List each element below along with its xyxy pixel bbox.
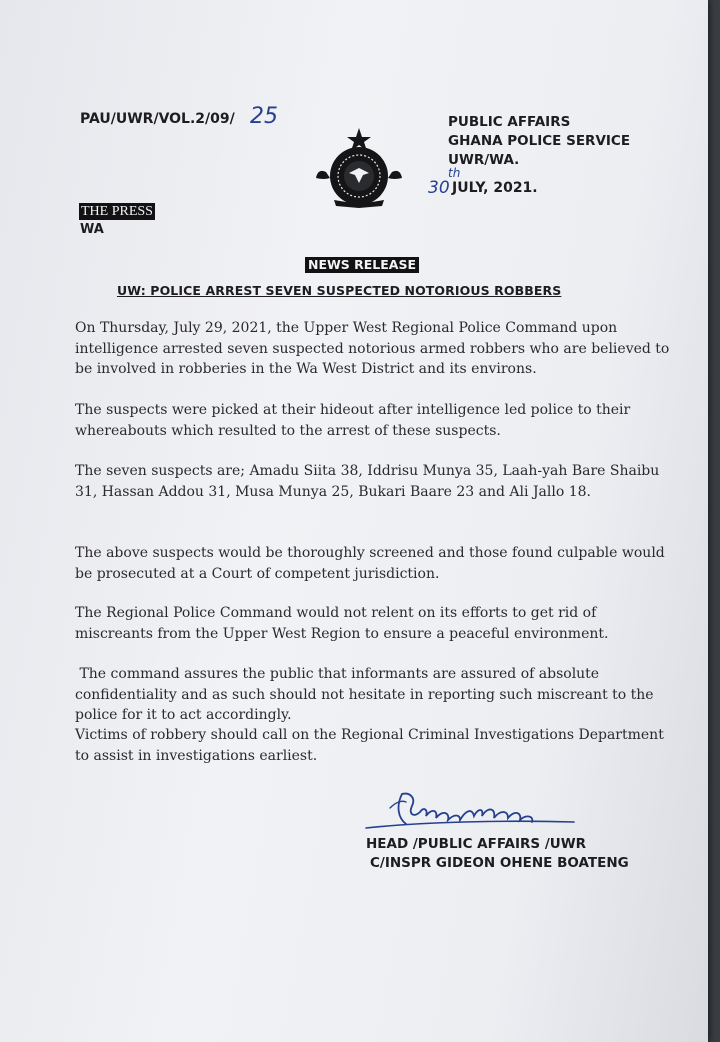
paragraph: Victims of robbery should call on the Regional Criminal Investigations Department to assist in investigations earliest. — [75, 727, 664, 764]
signatory-title: HEAD /PUBLIC AFFAIRS /UWR — [366, 836, 586, 852]
paragraph: On Thursday, July 29, 2021, the Upper West Regional Police Command upon intelligence arrested seven suspected notorious armed robbers who are believed to be involved in robberies in the Wa West District and its environs. — [75, 320, 670, 377]
paragraph: The suspects were picked at their hideout after intelligence led police to their whereabouts which resulted to the arrest of these suspects. — [75, 402, 631, 439]
date-printed: JULY, 2021. — [452, 180, 538, 196]
address-line: UWR/WA. — [448, 152, 520, 168]
sender-address — [448, 113, 630, 170]
paragraph: The seven suspects are; Amadu Siita 38, Iddrisu Munya 35, Laah-yah Bare Shaibu 31, Hassan Addou 31, Musa Munya 25, Bukari Baare 23 and Ali Jallo 18. — [75, 463, 660, 500]
reference-handwritten-number: 25 — [250, 104, 278, 129]
recipient-line: THE PRESS — [81, 204, 153, 219]
reference-number: PAU/UWR/VOL.2/09/ — [80, 111, 235, 127]
date-handwritten-day: 30 — [428, 178, 450, 198]
signature-scribble-icon — [362, 788, 582, 840]
date-handwritten-suffix: th — [448, 166, 461, 180]
police-emblem-icon — [316, 128, 402, 208]
headline: UW: POLICE ARREST SEVEN SUSPECTED NOTORIOUS ROBBERS — [117, 283, 562, 298]
paragraph: The above suspects would be thoroughly screened and those found culpable would be prosecuted at a Court of competent jurisdiction. — [75, 545, 665, 582]
address-line: GHANA POLICE SERVICE — [448, 133, 631, 149]
paragraph: The command assures the public that informants are assured of absolute confidentiality and as such should not hesitate in reporting such miscreant to the police for it to act accordingly. — [75, 666, 659, 723]
address-line: PUBLIC AFFAIRS — [448, 114, 571, 130]
paragraph: The Regional Police Command would not relent on its efforts to get rid of miscreants from the Upper West Region to ensure a peaceful environment. — [75, 605, 609, 642]
recipient-location: WA — [80, 222, 104, 237]
release-label: NEWS RELEASE — [305, 257, 419, 273]
signatory-name: C/INSPR GIDEON OHENE BOATENG — [370, 855, 629, 871]
